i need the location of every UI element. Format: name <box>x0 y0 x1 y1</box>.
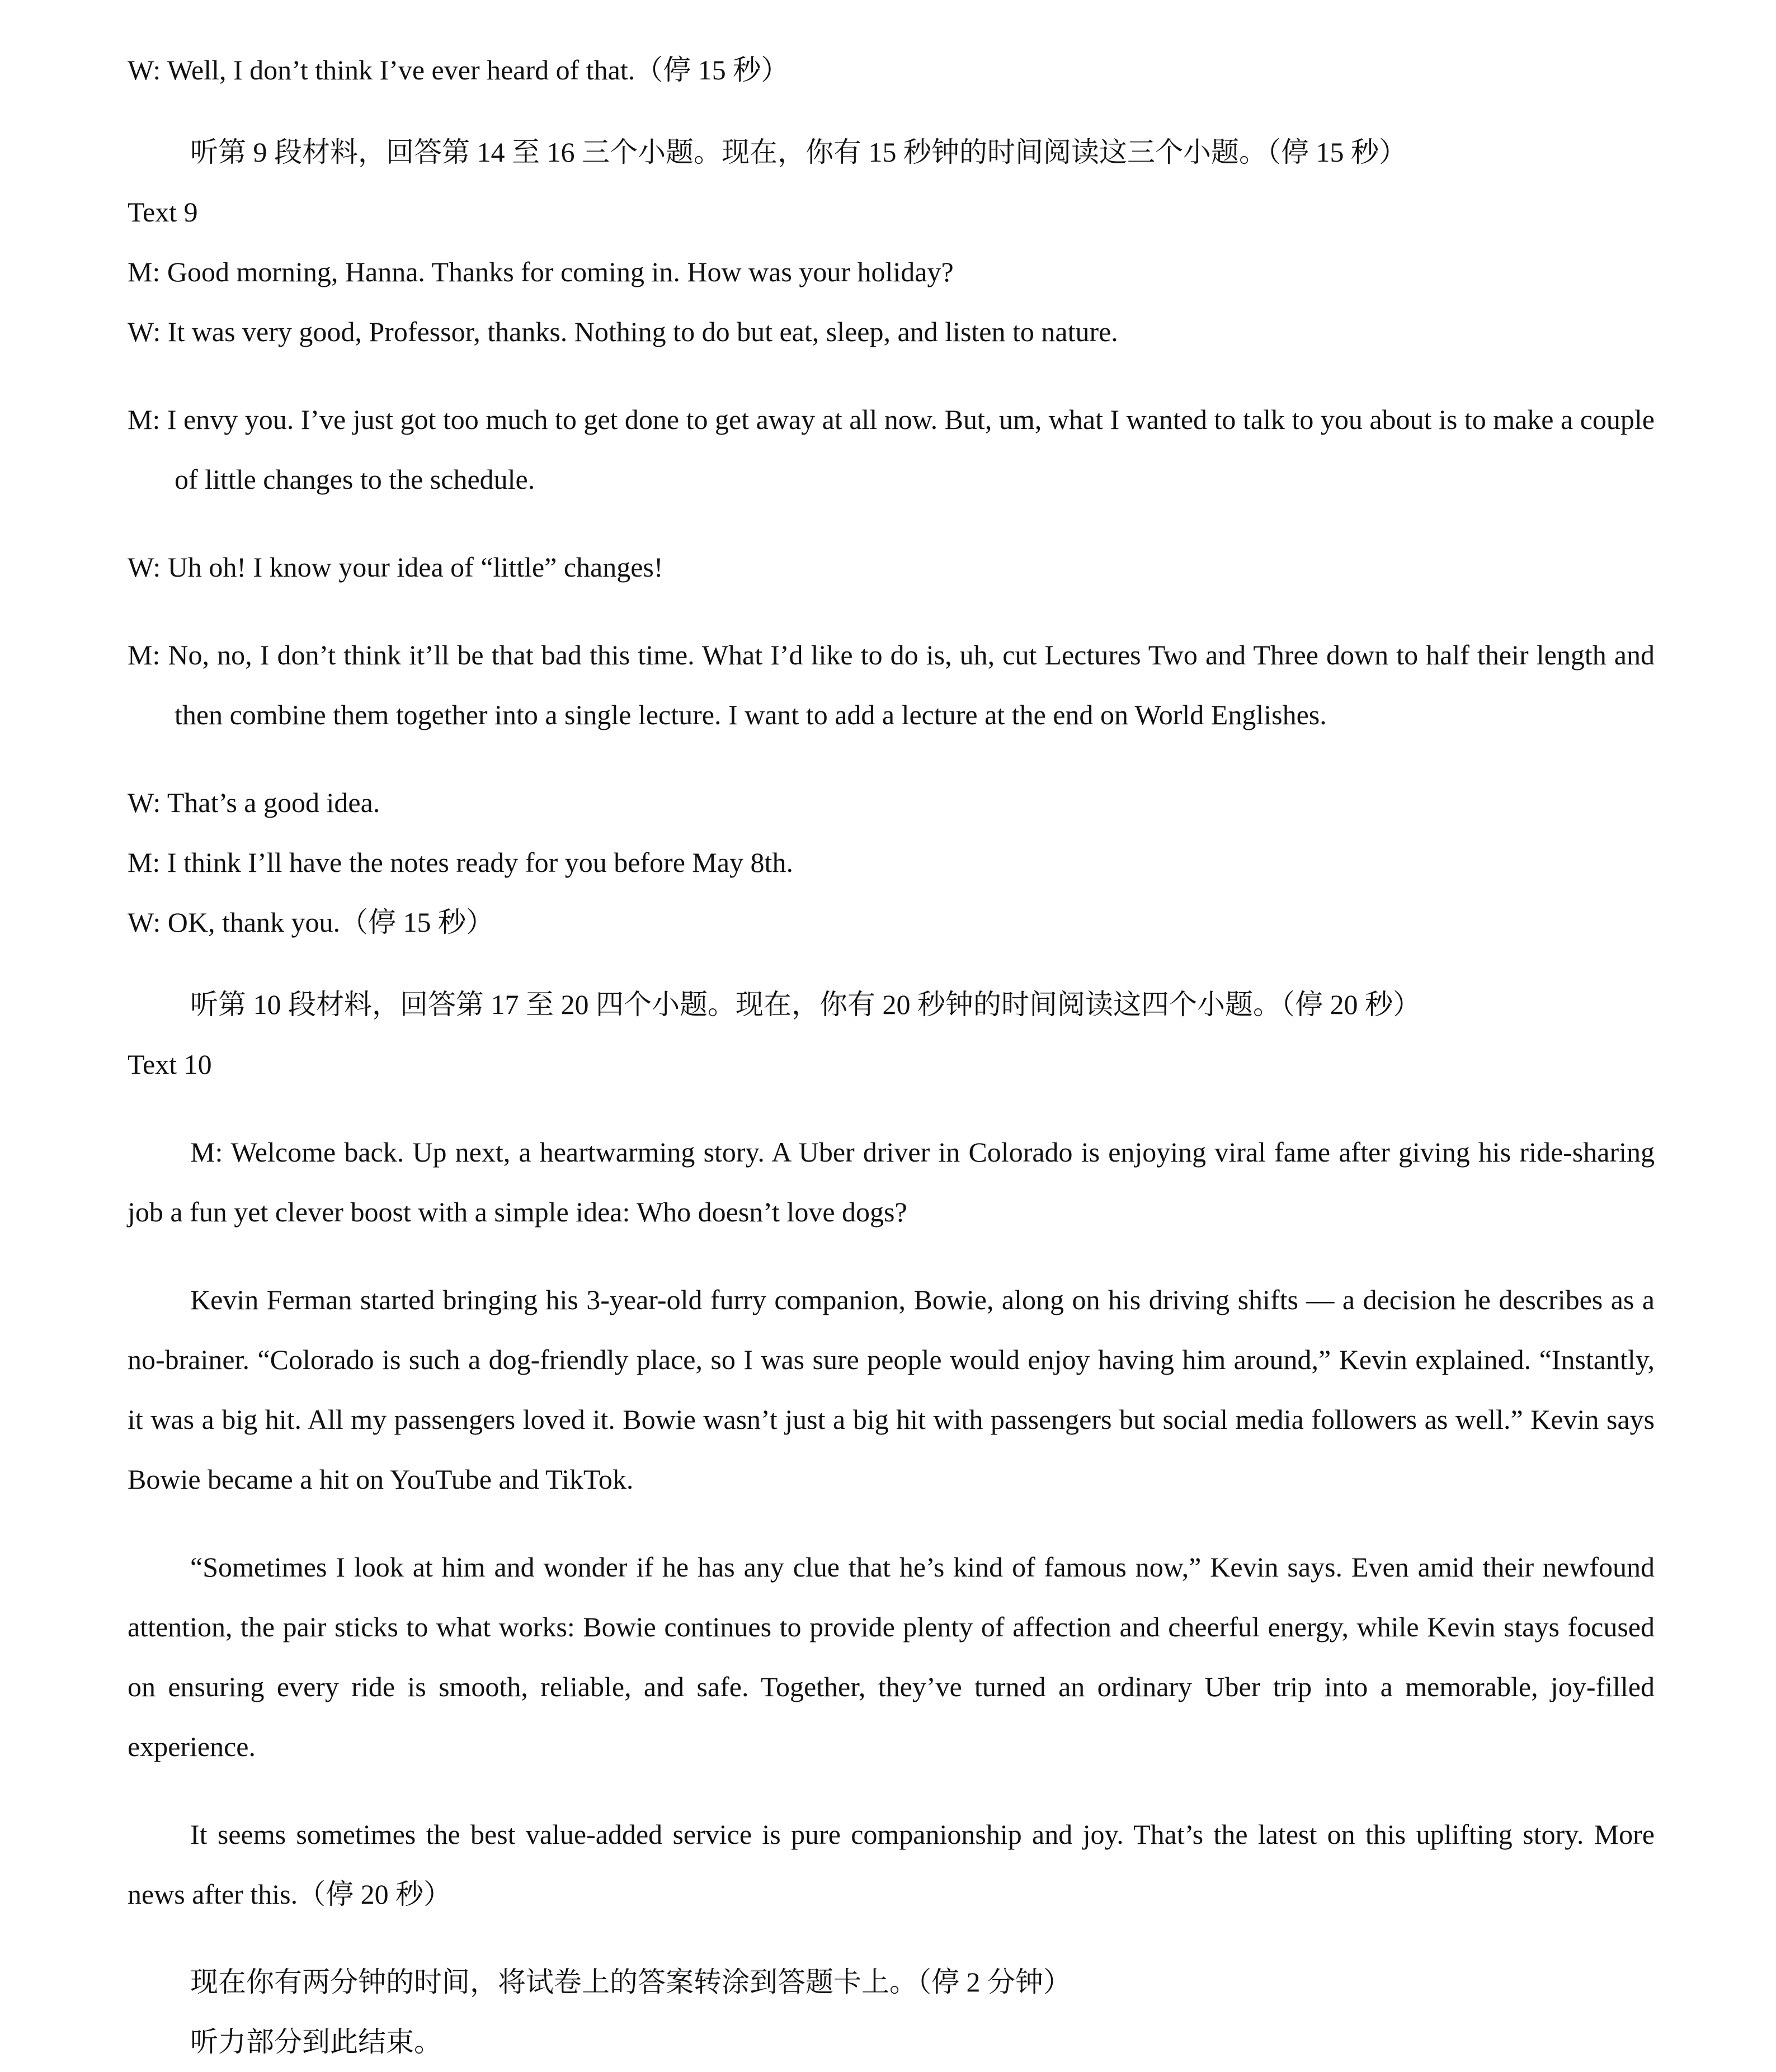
paragraph: “Sometimes I look at him and wonder if he has any clue that he’s kind of famous now,” Kevin says. Even amid their newfound attention, the pair sticks to what works: Bowie continues to provide plenty of affection and cheerful energy, while Kevin stays focused on ensuring every ride is smooth, reliable, and safe. Together, they’ve turned an ordinary Uber trip into a memorable, joy-filled experience. <box>128 1551 1655 1762</box>
dialogue-line: M: I envy you. I’ve just got too much to get done to get away at all now. But, um, what I wanted to talk to you about is to make a couple of little changes to the schedule. <box>128 404 1655 495</box>
paragraph: It seems sometimes the best value-added service is pure companionship and joy. That’s the latest on this uplifting story. More news after this.（停 20 秒） <box>128 1819 1655 1910</box>
dialogue-line: W: Uh oh! I know your idea of “little” changes! <box>128 551 663 583</box>
dialogue-line: W: Well, I don’t think I’ve ever heard of that.（停 15 秒） <box>128 54 789 86</box>
paragraph: Kevin Ferman started bringing his 3-year-old furry companion, Bowie, along on his driving shifts — a decision he describes as a no-brainer. “Colorado is such a dog-friendly place, so I was sure people would enjoy having him around,” Kevin explained. “Instantly, it was a big hit. All my passengers loved it. Bowie wasn’t just a big hit with passengers but social media followers as well.” Kevin says Bowie became a hit on YouTube and TikTok. <box>128 1284 1655 1495</box>
section-title: Text 9 <box>128 196 198 228</box>
dialogue-line: M: I think I’ll have the notes ready for you before May 8th. <box>128 847 793 878</box>
dialogue-line: M: Good morning, Hanna. Thanks for coming in. How was your holiday? <box>128 256 954 287</box>
dialogue-line: W: OK, thank you.（停 15 秒） <box>128 907 494 938</box>
closing-note: 听力部分到此结束。 <box>190 2026 442 2057</box>
dialogue-line: M: No, no, I don’t think it’ll be that bad this time. What I’d like to do is, uh, cut Lectures Two and Three down to half their length and then combine them together into a single lecture. I want to add a lecture at the end on World Englishes. <box>128 639 1655 730</box>
closing-instruction: 现在你有两分钟的时间，将试卷上的答案转涂到答题卡上。（停 2 分钟） <box>190 1966 1071 1998</box>
section-instruction: 听第 10 段材料，回答第 17 至 20 四个小题。现在，你有 20 秒钟的时间阅读这四个小题。（停 20 秒） <box>190 989 1421 1020</box>
dialogue-line: W: It was very good, Professor, thanks. Nothing to do but eat, sleep, and listen to nature. <box>128 316 1118 347</box>
paragraph: M: Welcome back. Up next, a heartwarming story. A Uber driver in Colorado is enjoying viral fame after giving his ride-sharing job a fun yet clever boost with a simple idea: Who doesn’t love dogs? <box>128 1136 1655 1228</box>
dialogue-line: W: That’s a good idea. <box>128 787 380 818</box>
section-instruction: 听第 9 段材料，回答第 14 至 16 三个小题。现在，你有 15 秒钟的时间阅读这三个小题。（停 15 秒） <box>190 136 1407 168</box>
document <box>128 40 1655 2072</box>
section-title: Text 10 <box>128 1049 212 1080</box>
